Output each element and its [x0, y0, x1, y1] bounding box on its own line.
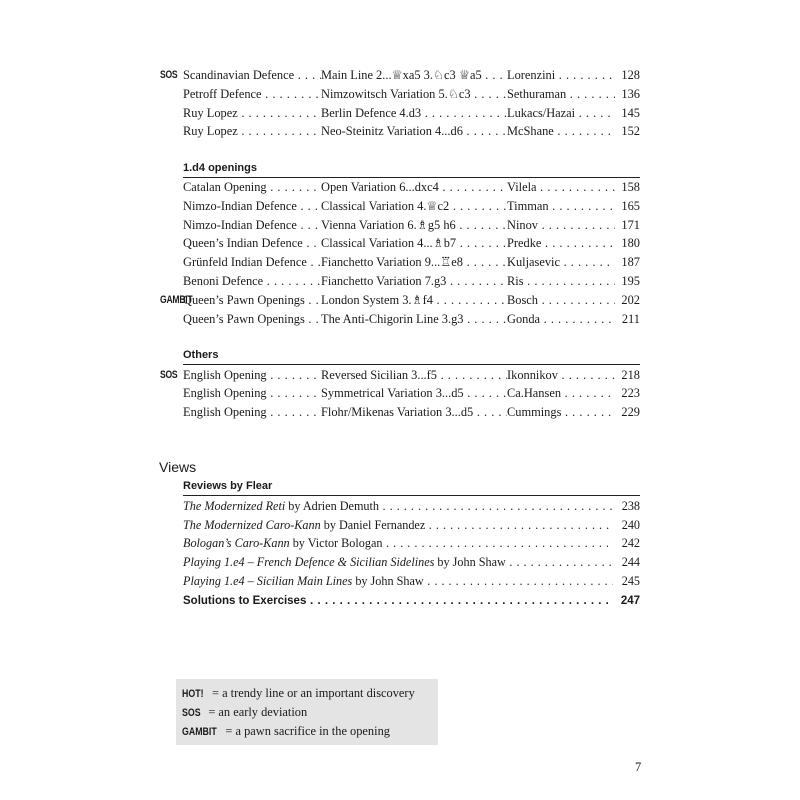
author-name: Lukacs/Hazai . . .	[507, 104, 615, 122]
review-entry	[183, 572, 613, 590]
legend-item	[182, 703, 307, 721]
variation-name: Classical Variation 4...♗b7 . . .	[321, 234, 507, 252]
table-row	[183, 403, 640, 421]
review-entry	[183, 497, 613, 515]
variation-name: Nimzowitsch Variation 5.♘c3 . . .	[321, 85, 507, 103]
page-number: 245	[614, 572, 640, 590]
legend-item	[182, 684, 415, 702]
opening-name: English Opening . . .	[183, 366, 321, 384]
opening-name: Nimzo-Indian Defence . . .	[183, 197, 321, 215]
table-row	[183, 178, 640, 196]
author-name: Ninov . . .	[507, 216, 615, 234]
page-number: 187	[621, 255, 640, 269]
author-name: Predke . . .	[507, 234, 615, 252]
page-number: 136	[621, 87, 640, 101]
gambit-tag: GAMBIT	[160, 294, 193, 306]
variation-name: Symmetrical Variation 3...d5 . . .	[321, 384, 507, 402]
author-name: Lorenzini . . .	[507, 66, 615, 84]
author-name: McShane . . .	[507, 122, 615, 140]
page-number: 229	[621, 405, 640, 419]
variation-name: Vienna Variation 6.♗g5 h6 . . .	[321, 216, 507, 234]
divider	[183, 495, 640, 496]
sos-tag: SOS	[182, 707, 201, 719]
opening-name: Scandinavian Defence . . .	[183, 66, 321, 84]
page-number: 238	[614, 497, 640, 515]
views-title: Views	[159, 459, 197, 475]
opening-name: Queen’s Pawn Openings . . .	[183, 310, 321, 328]
review-row	[183, 534, 640, 552]
legend-item	[182, 722, 390, 740]
opening-name: Ruy Lopez . . .	[183, 104, 321, 122]
page-number: 165	[621, 199, 640, 213]
solutions-row	[183, 592, 640, 610]
author-name: Vilela . . .	[507, 178, 615, 196]
table-row	[183, 234, 640, 252]
opening-name: Petroff Defence . . .	[183, 85, 321, 103]
opening-name: English Opening . . .	[183, 384, 321, 402]
page-number: 128	[621, 68, 640, 82]
book-title: The Modernized Caro-Kann	[183, 518, 321, 532]
opening-name: Queen’s Indian Defence . . .	[183, 234, 321, 252]
opening-name: Catalan Opening . . .	[183, 178, 321, 196]
review-row	[183, 516, 640, 534]
author-name: Ris . . .	[507, 272, 615, 290]
solutions-label: Solutions to Exercises . . .	[183, 592, 613, 610]
reviews-heading: Reviews by Flear	[183, 480, 273, 492]
table-row	[183, 122, 640, 140]
legend-text: = a pawn sacrifice in the opening	[225, 724, 390, 738]
page-number: 223	[621, 386, 640, 400]
page-folio: 7	[635, 760, 642, 774]
opening-name: Nimzo-Indian Defence . . .	[183, 216, 321, 234]
section-heading: 1.d4 openings	[183, 162, 257, 174]
opening-name: Queen’s Pawn Openings . . .	[183, 291, 321, 309]
variation-name: Open Variation 6...dxc4 . . .	[321, 178, 507, 196]
page-number: 218	[621, 368, 640, 382]
book-title: Playing 1.e4 – Sicilian Main Lines	[183, 574, 353, 588]
variation-name: Flohr/Mikenas Variation 3...d5 . . .	[321, 403, 507, 421]
table-row	[183, 272, 640, 290]
variation-name: Berlin Defence 4.d3 . . .	[321, 104, 507, 122]
page-number: 171	[621, 218, 640, 232]
page-number: 242	[614, 534, 640, 552]
legend-text: = a trendy line or an important discovery	[208, 686, 415, 700]
legend-box	[176, 679, 438, 745]
page-number: 202	[621, 293, 640, 307]
variation-name: Fianchetto Variation 7.g3 . . .	[321, 272, 507, 290]
page-number: 240	[614, 516, 640, 534]
opening-name: Ruy Lopez . . .	[183, 122, 321, 140]
page-number: 152	[621, 124, 640, 138]
opening-name: English Opening . . .	[183, 403, 321, 421]
table-row	[183, 384, 640, 402]
author-name: Cummings . . .	[507, 403, 615, 421]
page-number: 180	[621, 236, 640, 250]
table-row	[183, 85, 640, 103]
table-row	[183, 366, 640, 384]
page-number: 195	[621, 274, 640, 288]
legend-text: = an early deviation	[205, 705, 308, 719]
table-row	[183, 66, 640, 84]
variation-name: The Anti-Chigorin Line 3.g3 . . .	[321, 310, 507, 328]
sos-tag: SOS	[160, 369, 178, 381]
variation-name: Reversed Sicilian 3...f5 . . .	[321, 366, 507, 384]
page-number: 247	[614, 592, 640, 610]
variation-name: London System 3.♗f4 . . .	[321, 291, 507, 309]
opening-name: Benoni Defence . . .	[183, 272, 321, 290]
table-row	[183, 310, 640, 328]
book-title: Playing 1.e4 – French Defence & Sicilian Sidelines	[183, 555, 435, 569]
table-row	[183, 253, 640, 271]
review-row	[183, 497, 640, 515]
book-author: by Daniel Fernandez	[320, 518, 426, 532]
table-row	[183, 197, 640, 215]
opening-name: Grünfeld Indian Defence . . .	[183, 253, 321, 271]
review-row	[183, 553, 640, 571]
table-row	[183, 104, 640, 122]
book-author: by Victor Bologan	[289, 536, 383, 550]
hot-tag: HOT!	[182, 688, 204, 700]
author-name: Ikonnikov . . .	[507, 366, 615, 384]
book-author: by John Shaw	[434, 555, 506, 569]
author-name: Kuljasevic . . .	[507, 253, 615, 271]
section-heading: Others	[183, 349, 219, 361]
sos-tag: SOS	[160, 69, 178, 81]
book-title: The Modernized Reti	[183, 499, 286, 513]
page-number: 244	[614, 553, 640, 571]
author-name: Bosch . . .	[507, 291, 615, 309]
review-entry	[183, 553, 613, 571]
table-row	[183, 291, 640, 309]
author-name: Sethuraman . . .	[507, 85, 615, 103]
review-entry	[183, 516, 613, 534]
book-title: Bologan’s Caro-Kann	[183, 536, 290, 550]
table-row	[183, 216, 640, 234]
page-number: 211	[621, 312, 640, 326]
review-entry	[183, 534, 613, 552]
author-name: Gonda . . .	[507, 310, 615, 328]
variation-name: Neo-Steinitz Variation 4...d6 . . .	[321, 122, 507, 140]
variation-name: Classical Variation 4.♕c2 . . .	[321, 197, 507, 215]
divider	[183, 364, 640, 365]
page-number: 158	[621, 180, 640, 194]
variation-name: Main Line 2...♕xa5 3.♘c3 ♕a5 . . .	[321, 66, 507, 84]
review-row	[183, 572, 640, 590]
gambit-tag: GAMBIT	[182, 726, 217, 738]
book-author: by John Shaw	[352, 574, 424, 588]
author-name: Timman . . .	[507, 197, 615, 215]
book-author: by Adrien Demuth	[285, 499, 379, 513]
page-number: 145	[621, 106, 640, 120]
variation-name: Fianchetto Variation 9...♖e8 . . .	[321, 253, 507, 271]
author-name: Ca.Hansen . . .	[507, 384, 615, 402]
